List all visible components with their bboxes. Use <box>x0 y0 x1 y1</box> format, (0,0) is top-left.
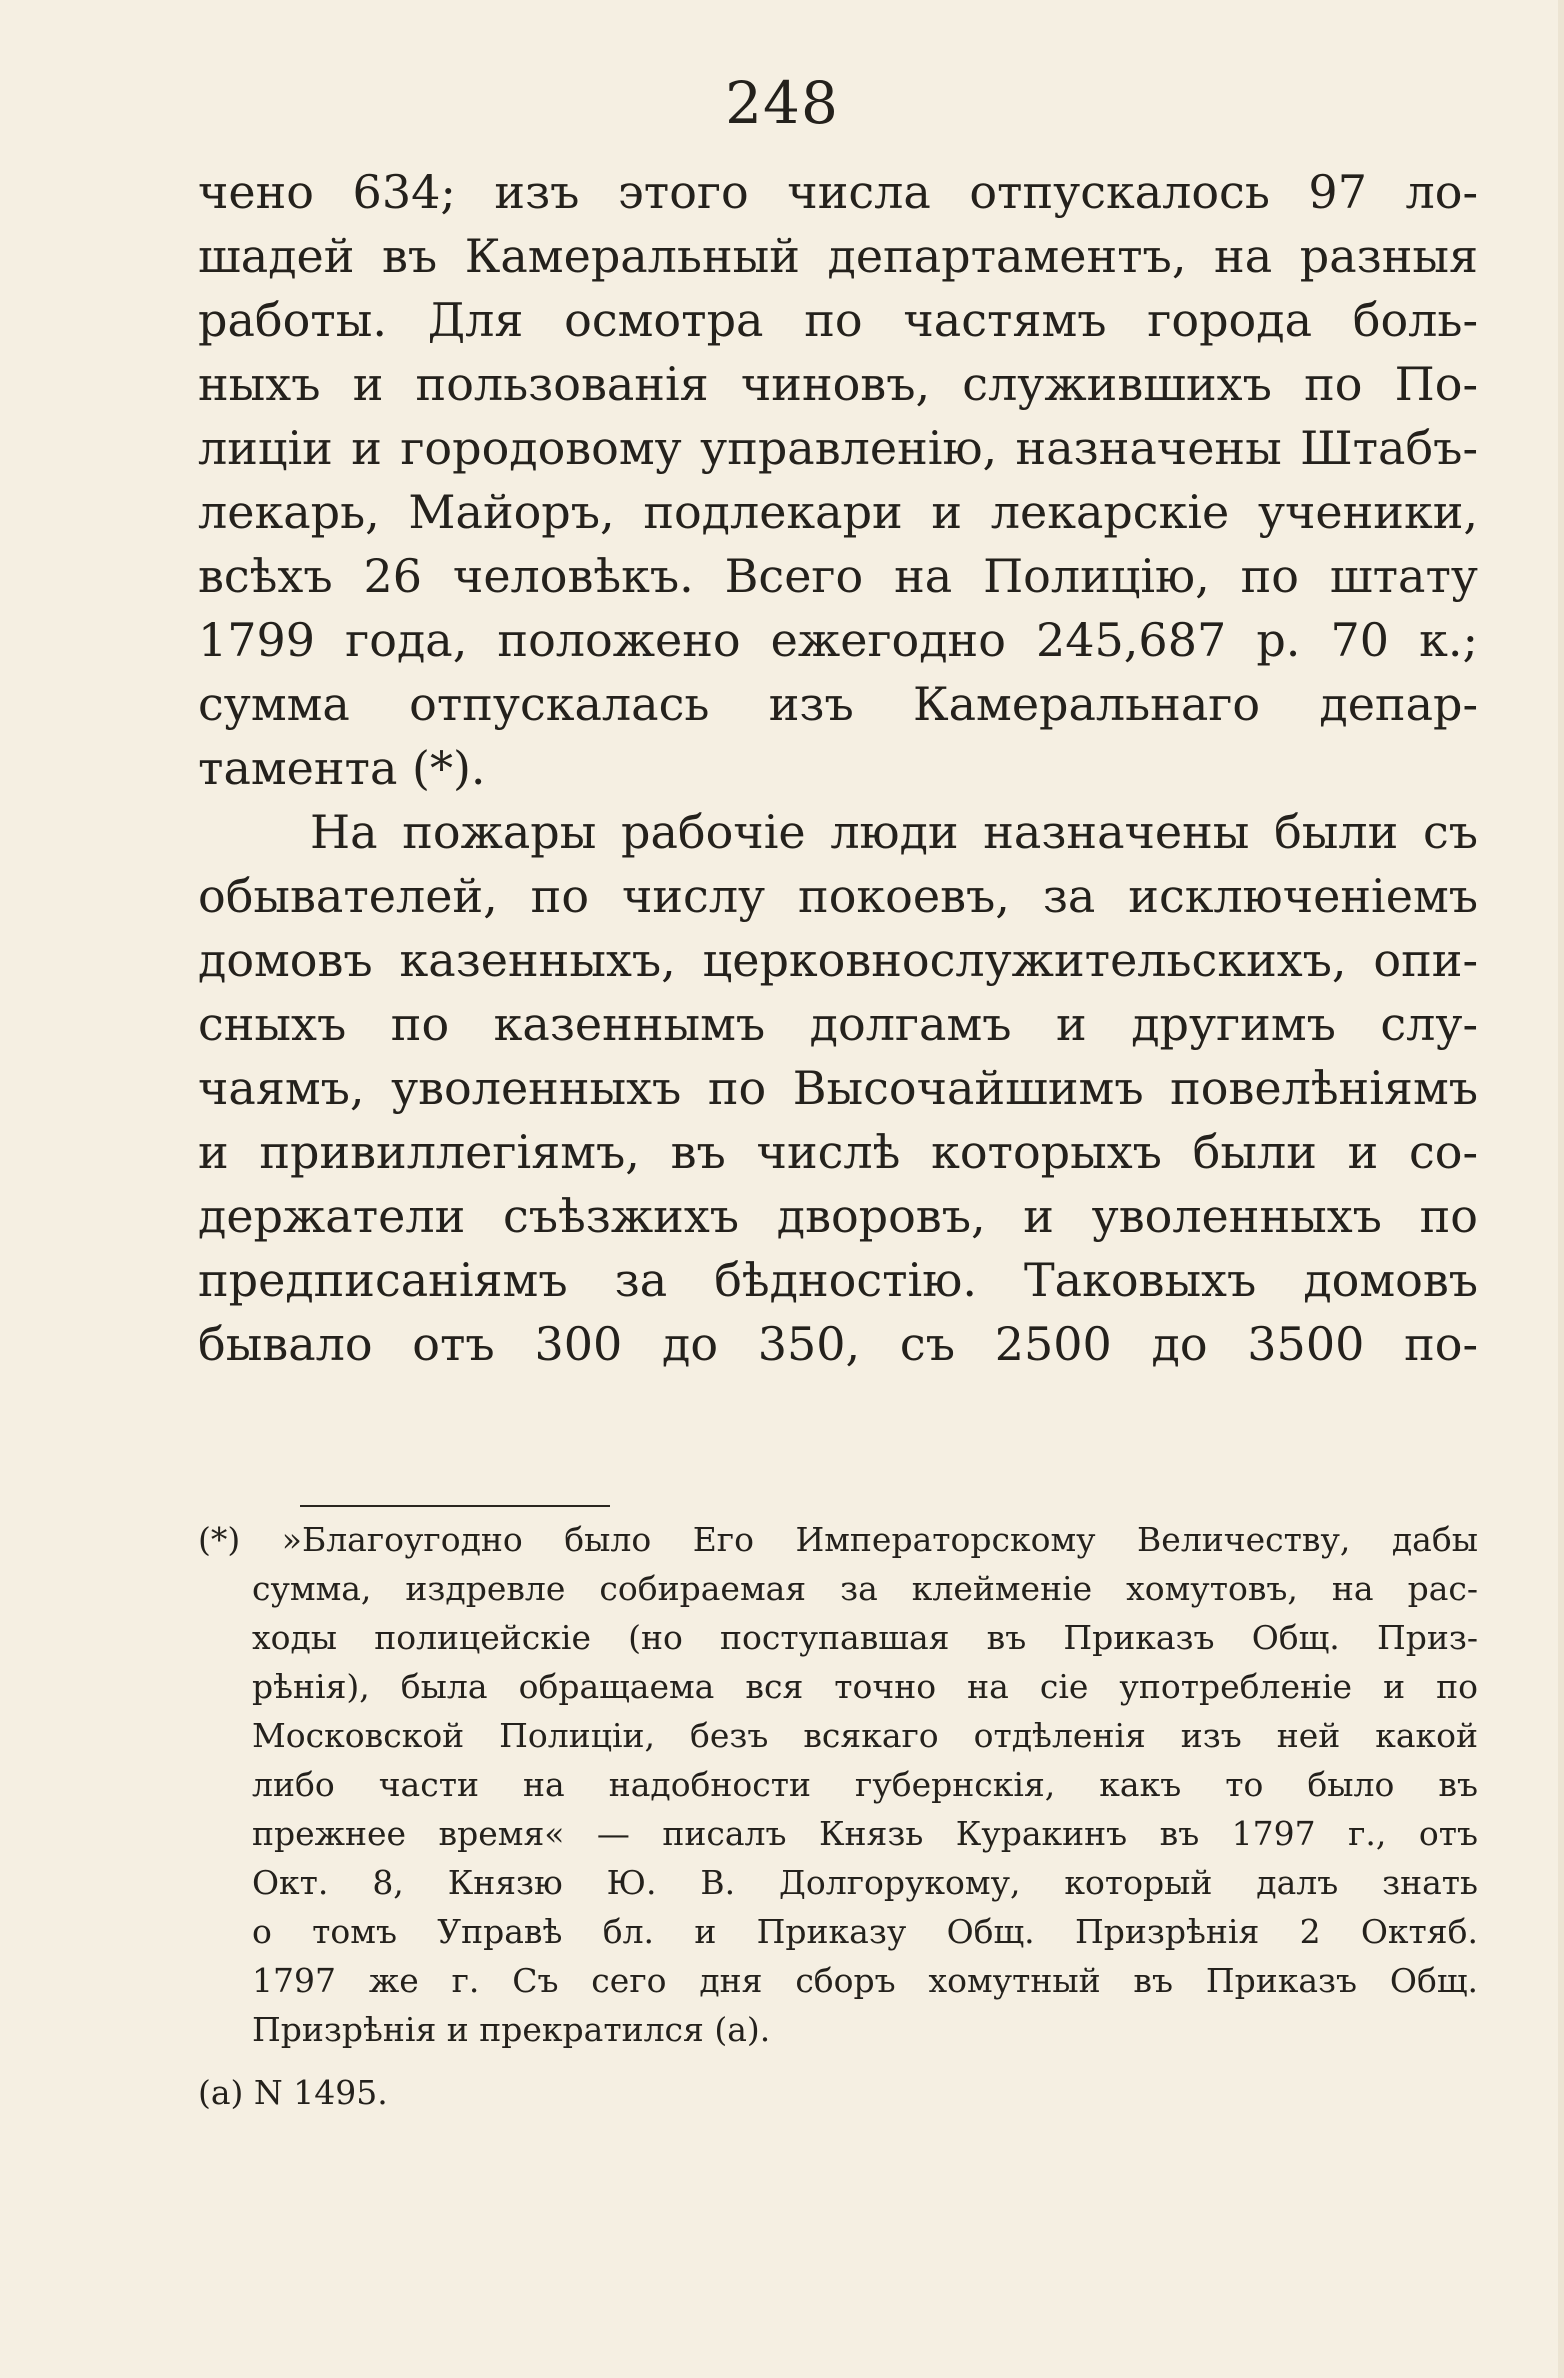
text-line: лекарь, Майоръ, подлекари и лекарскіе ученики, <box>198 485 1478 539</box>
text-line: ныхъ и пользованія чиновъ, служившихъ по По- <box>198 357 1478 411</box>
footnote-line: 1797 же г. Съ сего дня сборъ хомутный въ Приказъ Общ. <box>252 1961 1478 2000</box>
text-line: всѣхъ 26 человѣкъ. Всего на Полицію, по штату <box>198 549 1478 603</box>
footnote-line: Окт. 8, Князю Ю. В. Долгорукому, который далъ знать <box>252 1863 1478 1902</box>
paragraph-start-line: На пожары рабочіе люди назначены были съ <box>310 805 1478 859</box>
text-line: и привиллегіямъ, въ числѣ которыхъ были и со- <box>198 1125 1478 1179</box>
page-edge-shading <box>1558 0 1564 2378</box>
text-line: 1799 года, положено ежегодно 245,687 р. 70 к.; <box>198 613 1478 667</box>
footnote-line: ходы полицейскіе (но поступавшая въ Приказъ Общ. Приз- <box>252 1618 1478 1657</box>
page-number: 248 <box>725 69 839 137</box>
text-line: домовъ казенныхъ, церковнослужительскихъ, опи- <box>198 933 1478 987</box>
footnote-line: Призрѣнія и прекратился (а). <box>252 2010 771 2049</box>
text-line: лиціи и городовому управленію, назначены Штабъ- <box>198 421 1478 475</box>
text-line: шадей въ Камеральный департаментъ, на разныя <box>198 229 1478 283</box>
footnote-line: либо части на надобности губернскія, какъ то было въ <box>252 1765 1478 1804</box>
text-line: сумма отпускалась изъ Камеральнаго депар- <box>198 677 1478 731</box>
footnote-line: сумма, издревле собираемая за клейменіе хомутовъ, на рас- <box>252 1569 1478 1608</box>
footnote-divider <box>300 1505 610 1507</box>
text-line: сныхъ по казеннымъ долгамъ и другимъ слу- <box>198 997 1478 1051</box>
footnote <box>198 1515 1478 2117</box>
footnote-line: о томъ Управѣ бл. и Приказу Общ. Призрѣнія 2 Октяб. <box>252 1912 1478 1951</box>
text-line: тамента (*). <box>198 741 486 795</box>
text-line: предписаніямъ за бѣдностію. Таковыхъ домовъ <box>198 1253 1478 1307</box>
text-line: чено 634; изъ этого числа отпускалось 97 ло- <box>198 165 1478 219</box>
footnote-reference: (а) N 1495. <box>198 2073 388 2112</box>
footnote-line: Московской Полиціи, безъ всякаго отдѣленія изъ ней какой <box>252 1716 1478 1755</box>
main-text <box>198 160 1478 1376</box>
footnote-line: прежнее время« — писалъ Князь Куракинъ въ 1797 г., отъ <box>252 1814 1478 1853</box>
text-line: бывало отъ 300 до 350, съ 2500 до 3500 по- <box>198 1317 1478 1371</box>
text-line: работы. Для осмотра по частямъ города боль- <box>198 293 1478 347</box>
text-line: обывателей, по числу покоевъ, за исключеніемъ <box>198 869 1478 923</box>
footnote-line: рѣнія), была обращаема вся точно на сіе употребленіе и по <box>252 1667 1478 1706</box>
text-line: держатели съѣзжихъ дворовъ, и уволенныхъ по <box>198 1189 1478 1243</box>
text-line: чаямъ, уволенныхъ по Высочайшимъ повелѣніямъ <box>198 1061 1478 1115</box>
footnote-line: (*) »Благоугодно было Его Императорскому Величеству, дабы <box>198 1520 1478 1559</box>
